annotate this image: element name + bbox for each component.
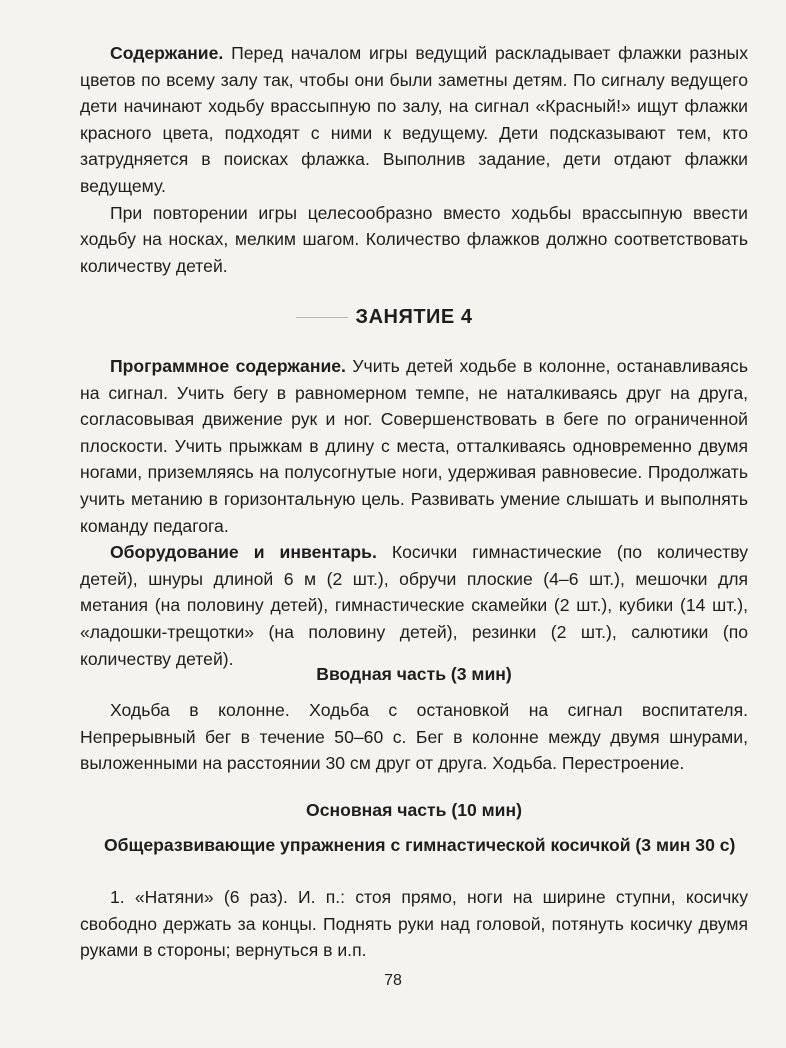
text-block-lesson — [80, 353, 748, 672]
heading-rule — [296, 317, 348, 318]
intro-heading: Вводная часть (3 мин) — [316, 664, 512, 684]
program-lead: Программное содержание. — [110, 356, 346, 376]
text-block-game — [80, 40, 748, 279]
paragraph-equipment — [80, 539, 748, 672]
page-number: 78 — [384, 972, 402, 989]
text-block-intro — [80, 697, 748, 777]
paragraph-exercise-1: 1. «Натяни» (6 раз). И. п.: стоя прямо, ноги на ширине ступни, косичку свободно держать за концы. Поднять руки над головой, потянуть косичку двумя руками в стороны; вернуться в и.п. — [80, 887, 748, 961]
program-text: Учить детей ходьбе в колонне, останавливаясь на сигнал. Учить бегу в равномерном темпе, не наталкиваясь друг на друга, согласовывая движение рук и ног. Совершенствовать в беге по ограниченной плоскости. Учить прыжкам в длину с места, отталкиваясь одновременно двумя ногами, приземляясь на полусогнутые ноги, удерживая равновесие. Продолжать учить метанию в горизонтальную цель. Развивать умение слышать и выполнять команду педагога. — [80, 356, 748, 536]
exercises-heading: Общеразвивающие упражнения с гимнастической косичкой (3 мин 30 с) — [104, 835, 736, 855]
paragraph-repeat: При повторении игры целесообразно вместо ходьбы врассыпную ввести ходьбу на носках, мелким шагом. Количество флажков должно соответствовать количеству детей. — [80, 202, 748, 276]
paragraph-content — [80, 40, 748, 200]
lesson-title: ЗАНЯТИЕ 4 — [355, 306, 473, 328]
paragraph-intro: Ходьба в колонне. Ходьба с остановкой на сигнал воспитателя. Непрерывный бег в течение 50–60 с. Бег в колонне между двумя шнурами, выложенными на расстоянии 30 см друг от друга. Ходьба. Перестроение. — [80, 700, 748, 774]
paragraph-program — [80, 353, 748, 539]
equipment-lead: Оборудование и инвентарь. — [110, 542, 377, 563]
paragraph-text: Перед началом игры ведущий раскладывает флажки разных цветов по всему залу так, чтобы они были заметны детям. По сигналу ведущего дети начинают ходьбу врассыпную по залу, на сигнал «Красный!» ищут флажки красного цвета, подходят с ними к ведущему. Дети подсказывают тем, кто затрудняется в поисках флажка. Выполнив задание, дети отдают флажки ведущему. — [80, 43, 748, 196]
equipment-text: Косички гимнастические (по количеству детей), шнуры длиной 6 м (2 шт.), обручи плоские (4–6 шт.), мешочки для метания (на половину детей), гимнастические скамейки (2 шт.), кубики (14 шт.), «ладошки-трещотки» (на половину детей), резинки (2 шт.), салютики (по количеству детей). — [80, 542, 749, 669]
text-block-exercise — [80, 884, 748, 964]
paragraph-lead: Содержание. — [110, 43, 224, 63]
lesson-heading — [80, 306, 748, 329]
main-heading: Основная часть (10 мин) — [306, 800, 522, 820]
